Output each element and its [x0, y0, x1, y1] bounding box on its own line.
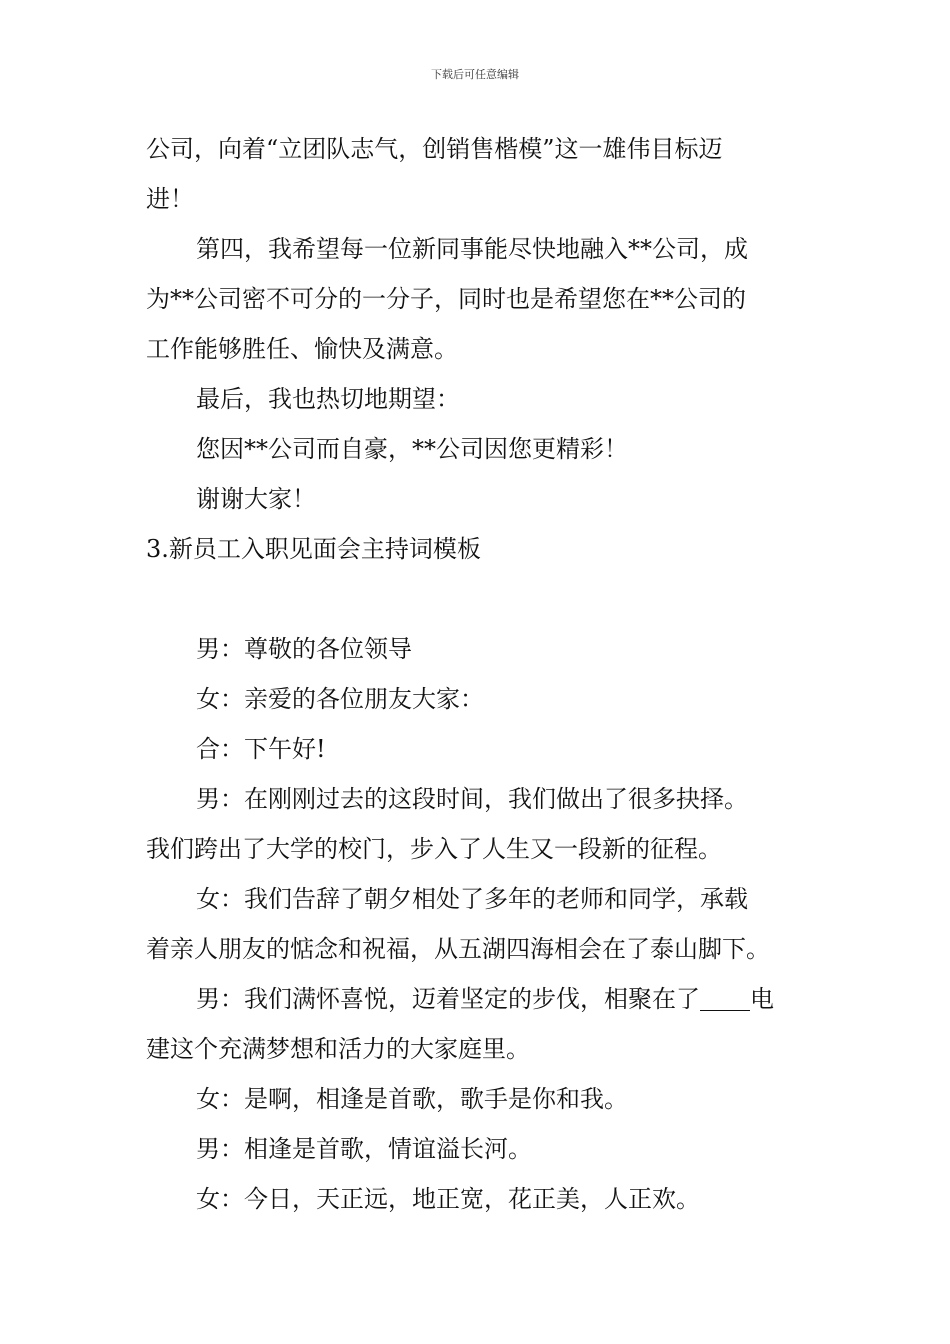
document-body	[146, 124, 810, 1224]
dialogue-line	[146, 974, 810, 1024]
fill-blank	[700, 986, 750, 1011]
paragraph-line: 第四，我希望每一位新同事能尽快地融入**公司，成	[196, 235, 748, 263]
dialogue-line: 男：相逢是首歌，情谊溢长河。	[196, 1135, 532, 1163]
dialogue-text: 电	[750, 985, 774, 1013]
paragraph-line: 工作能够胜任、愉快及满意。	[146, 335, 458, 363]
dialogue-line: 女：今日，天正远，地正宽，花正美，人正欢。	[196, 1185, 700, 1213]
dialogue-line: 着亲人朋友的惦念和祝福，从五湖四海相会在了泰山脚下。	[146, 935, 770, 963]
dialogue-line: 我们跨出了大学的校门，步入了人生又一段新的征程。	[146, 835, 722, 863]
dialogue-line: 女：我们告辞了朝夕相处了多年的老师和同学，承载	[196, 885, 748, 913]
section-heading: 3.新员工入职见面会主持词模板	[146, 535, 481, 563]
blank-line	[146, 574, 810, 624]
paragraph-line: 为**公司密不可分的一分子，同时也是希望您在**公司的	[146, 285, 746, 313]
dialogue-line: 女：亲爱的各位朋友大家：	[196, 685, 484, 713]
paragraph-line: 进！	[146, 185, 194, 213]
paragraph-line: 最后，我也热切地期望：	[196, 385, 460, 413]
paragraph-line: 谢谢大家！	[196, 485, 316, 513]
dialogue-line: 建这个充满梦想和活力的大家庭里。	[146, 1035, 530, 1063]
dialogue-line: 男：尊敬的各位领导	[196, 635, 412, 663]
page-header: 下载后可任意编辑	[431, 68, 519, 81]
dialogue-line: 男：在刚刚过去的这段时间，我们做出了很多抉择。	[196, 785, 748, 813]
paragraph-line: 您因**公司而自豪，**公司因您更精彩！	[196, 435, 628, 463]
dialogue-text: 男：我们满怀喜悦，迈着坚定的步伐，相聚在了	[196, 985, 700, 1013]
paragraph-line: 公司，向着“立团队志气，创销售楷模”这一雄伟目标迈	[146, 135, 723, 163]
dialogue-line: 合：下午好!	[196, 735, 326, 763]
dialogue-line: 女：是啊，相逢是首歌，歌手是你和我。	[196, 1085, 628, 1113]
